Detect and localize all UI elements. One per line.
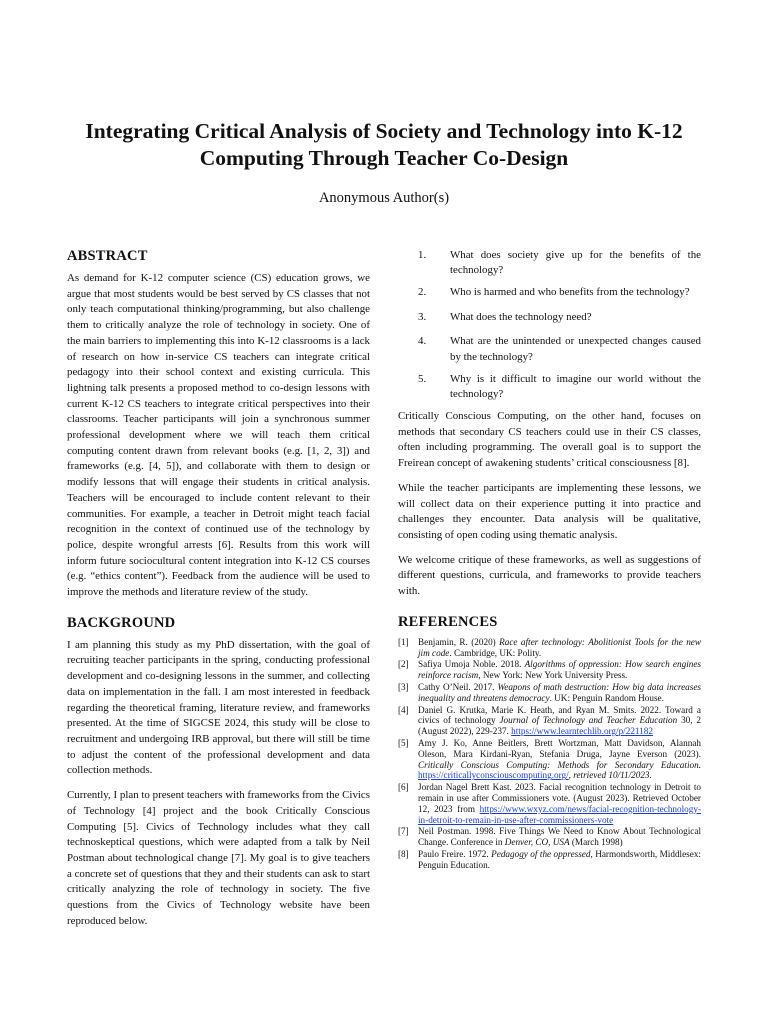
question-number: 5. <box>418 372 427 385</box>
reference-number: [4] <box>398 704 409 715</box>
critique-paragraph: We welcome critique of these frameworks, as well as suggestions of different questions, curricula, and frameworks to provide teachers with. <box>398 553 701 598</box>
reference-text: Paulo Freire. 1972. <box>418 848 492 859</box>
reference-title: Algorithms of oppression: How search engines reinforce racism <box>418 659 701 681</box>
question-text: What are the unintended or unexpected changes caused by the technology? <box>450 335 701 363</box>
reference-item <box>398 659 701 681</box>
abstract-heading: ABSTRACT <box>67 248 148 264</box>
reference-title: Weapons of math destruction: How big data increases inequality and threatens democracy <box>418 681 701 703</box>
reference-number: [8] <box>398 848 409 859</box>
reference-item <box>398 705 701 737</box>
reference-number: [3] <box>398 681 409 692</box>
reference-number: [6] <box>398 782 409 793</box>
reference-number: [7] <box>398 826 409 837</box>
question-item <box>398 372 701 403</box>
reference-text: Amy J. Ko, Anne Beitlers, Brett Wortzman, Matt Davidson, Alannah Oleson, Mara Kirdani-Ryan, Stefania Druga, Jayne Everson (2023). <box>418 737 701 759</box>
ccc-paragraph: Critically Conscious Computing, on the other hand, focuses on methods that secondary CS teachers could use in their CS classes, often including programming. The overall goal is to support the Freirean concept of awakening students’ critical consciousness [8]. <box>398 410 701 470</box>
question-text: Why is it difficult to imagine our world without the technology? <box>450 372 701 401</box>
reference-link[interactable]: https://www.learntechlib.org/p/221182 <box>511 726 653 737</box>
paper-title: Integrating Critical Analysis of Society and Technology into K-12 Computing Through Teacher Co-Design <box>85 119 683 170</box>
reference-text: 30, 2 (August 2022), 229-237. <box>418 715 701 737</box>
reference-text: Daniel G. Krutka, Marie K. Heath, and Ryan M. Smits. 2022. Toward a civics of technology <box>418 704 701 726</box>
paper-authors: Anonymous Author(s) <box>318 190 450 206</box>
reference-text: Safiya Umoja Noble. 2018. <box>418 659 525 670</box>
reference-link[interactable]: https://www.wxyz.com/news/facial-recognition-technology-in-detroit-to-remain-in-use-after-commissioners-vote <box>418 803 701 825</box>
question-item <box>398 285 701 300</box>
reference-item <box>398 849 701 871</box>
reference-list <box>398 637 701 871</box>
left-column <box>67 248 370 929</box>
reference-item <box>398 637 701 659</box>
background-paragraph-2: Currently, I plan to present teachers with frameworks from the Civics of Technology [4] project and the book Critically Conscious Computing [5]. Civics of Technology includes what they call technoskeptical questions, which were adapted from a talk by Neil Postman about technological change [7]. My goal is to give teachers a concrete set of questions that they and their students can ask to start critically analyzing the role of technology in society. The five questions from the Civics of Technology website have been reproduced below. <box>67 789 370 927</box>
reference-text: (March 1998) <box>569 837 623 848</box>
question-list <box>398 248 701 402</box>
question-text: What does society give up for the benefits of the technology? <box>450 249 701 277</box>
question-text: Who is harmed and who benefits from the technology? <box>450 286 690 299</box>
reference-item <box>398 682 701 704</box>
reference-text: , retrieved 10/11/2023. <box>568 770 652 781</box>
reference-title: Race after technology: Abolitionist Tools for the new jim code <box>418 636 701 658</box>
reference-item <box>398 738 701 781</box>
abstract-text: As demand for K-12 computer science (CS) education grows, we argue that most students would be best served by CS classes that not only teach computational thinking/programming, but also challenge them to critically analyze the role of technology in society. One of the main barriers to implementing this into K-12 classrooms is a lack of research on how in-service CS teachers can integrate critical pedagogy into their school context and existing curricula. This lightning talk presents a proposed method to co-design lessons with current K-12 CS teachers to integrate critical perspectives into their classrooms. Teacher participants will join a synchronous summer professional development where we will teach them critical computing content drawn from relevant books (e.g. [1, 2, 3]) and frameworks (e.g. [4, 5]), and collaborate with them to design or modify lessons that will engage their students in critical analysis. Teachers will be encouraged to include content relevant to their communities. For example, a teacher in Detroit might teach facial recognition in the context of continued use of the technology by police, despite wrongful arrests [6]. Results from this work will inform future sociocultural content integration into K-12 CS courses (e.g. “ethics content”). Feedback from the audience will be used to improve the methods and literature review of the study. <box>67 272 370 599</box>
question-item <box>398 248 701 279</box>
question-number: 1. <box>418 249 427 261</box>
reference-text: Jordan Nagel Brett Kast. 2023. Facial recognition technology in Detroit to remain in use after Commissioners vote. (August 2023). Retrieved October 12, 2023 from <box>418 782 701 814</box>
question-item <box>398 334 701 365</box>
reference-text: Neil Postman. 1998. Five Things We Need to Know About Technological Change. Conference in <box>418 826 701 848</box>
background-paragraph-1: I am planning this study as my PhD dissertation, with the goal of recruiting teacher participants in the spring, conducting professional development and co-designing lessons in the summer, and collecting data on implementation in the fall. I am most interested in feedback regarding the theoretical framing, literature review, and frameworks presented. At the time of SIGCSE 2024, this study will be close to recruitment and undergoing IRB approval, but there will still be time to adjust the content of the professional development and data collection methods. <box>67 638 370 777</box>
reference-number: [1] <box>398 636 409 647</box>
reference-text: . UK: Penguin Random House. <box>549 692 664 703</box>
reference-number: [5] <box>398 737 409 748</box>
background-heading: BACKGROUND <box>67 614 176 631</box>
reference-text: . Cambridge, UK: Polity. <box>449 647 542 658</box>
reference-title: Critically Conscious Computing: Methods for Secondary Education. <box>418 759 701 770</box>
reference-text: , New York: New York University Press. <box>478 670 628 681</box>
reference-text: , Harmondsworth, Middlesex: Penguin Education. <box>418 848 701 870</box>
data-collection-paragraph: While the teacher participants are implementing these lessons, we will collect data on their experience putting it into practice and challenges they encounter. Data analysis will be qualitative, consisting of open coding using thematic analysis. <box>398 481 701 541</box>
reference-title: Pedagogy of the oppressed <box>491 848 591 859</box>
question-number: 4. <box>418 335 427 348</box>
reference-link[interactable]: https://criticallyconsciouscomputing.org/ <box>418 770 569 781</box>
question-item <box>398 310 701 325</box>
reference-number: [2] <box>398 659 409 670</box>
question-number: 3. <box>418 310 427 323</box>
question-text: What does the technology need? <box>450 310 592 323</box>
right-column <box>398 248 701 872</box>
references-heading: REFERENCES <box>398 613 498 630</box>
reference-item <box>398 826 701 848</box>
reference-item <box>398 782 701 825</box>
reference-title: Denver, CO, USA <box>504 837 570 848</box>
question-number: 2. <box>418 286 427 299</box>
reference-title: Journal of Technology and Teacher Education <box>499 715 678 726</box>
reference-text: Cathy O’Neil. 2017. <box>418 681 498 692</box>
reference-text: Benjamin, R. (2020) <box>418 636 500 647</box>
